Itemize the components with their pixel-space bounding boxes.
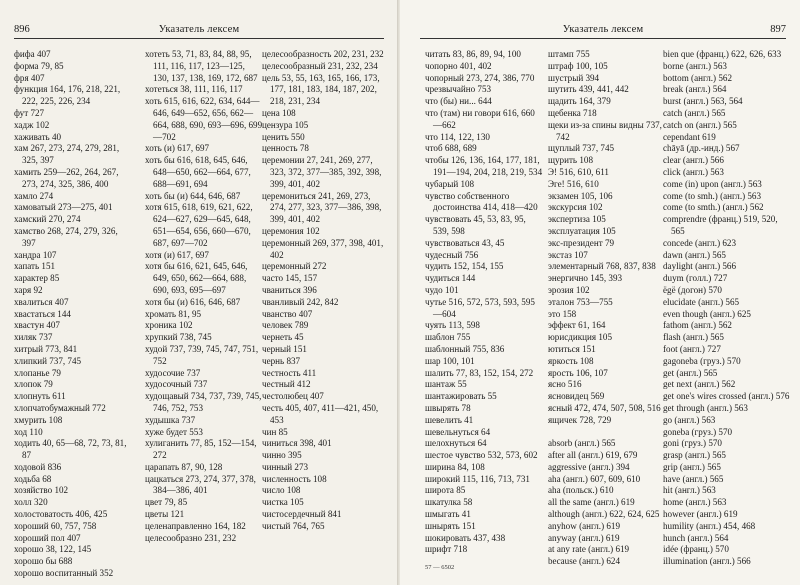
index-entry: чудесный 756 xyxy=(425,249,479,260)
index-entry: честный 412 xyxy=(262,379,311,390)
index-entry: all the same (англ.) 619 xyxy=(548,497,635,508)
left-index-column-2 xyxy=(145,49,263,544)
index-entry: фря 407 xyxy=(14,72,45,83)
index-entry: Эге! 516, 610 xyxy=(548,178,599,189)
index-entry: численность 108 xyxy=(262,473,327,484)
index-entry: цена 108 xyxy=(262,107,296,118)
index-entry: flash (англ.) 565 xyxy=(663,332,724,343)
left-page-number: 896 xyxy=(14,24,30,35)
index-entry: хорошо 38, 122, 145 xyxy=(14,544,92,555)
index-entry: экскурсия 102 xyxy=(548,202,603,213)
index-entry: целесообразность 202, 231, 232 xyxy=(262,49,384,59)
index-entry: чудиться 144 xyxy=(425,273,476,284)
index-entry: худышка 737 xyxy=(145,414,196,425)
index-entry: come (to smth.) (англ.) 562 xyxy=(663,202,764,213)
index-entry: чинный 273 xyxy=(262,461,309,472)
index-entry: честь 405, 407, 411—421, 450, 453 xyxy=(262,402,379,425)
right-page-number: 897 xyxy=(770,24,786,35)
index-entry: чинно 395 xyxy=(262,450,302,461)
index-entry: шелохнуться 64 xyxy=(425,438,487,449)
index-entry: хорошо бы 688 xyxy=(14,556,73,567)
index-entry: ютиться 151 xyxy=(548,343,596,354)
index-entry: foot (англ.) 727 xyxy=(663,343,721,354)
index-entry: чиниться 398, 401 xyxy=(262,438,332,449)
left-page-header xyxy=(14,24,384,39)
index-entry: goni (груз.) 570 xyxy=(663,438,722,449)
index-entry: широкий 115, 116, 713, 731 xyxy=(425,473,530,484)
index-entry: хотеться 38, 111, 116, 117 xyxy=(145,84,243,95)
index-entry: get (англ.) 565 xyxy=(663,367,718,378)
index-entry: after all (англ.) 619, 679 xyxy=(548,450,638,461)
index-entry: хмурить 108 xyxy=(14,414,63,425)
index-entry: bottom (англ.) 562 xyxy=(663,72,732,83)
index-entry: шантажировать 55 xyxy=(425,391,497,402)
index-entry: шаблон 755 xyxy=(425,332,471,343)
index-entry: эрозия 102 xyxy=(548,284,590,295)
index-entry: экзамен 105, 106 xyxy=(548,190,613,201)
index-entry: break (англ.) 564 xyxy=(663,84,727,95)
index-entry: elucidate (англ.) 565 xyxy=(663,296,740,307)
index-entry: чудо 101 xyxy=(425,284,459,295)
index-entry: целесообразно 231, 232 xyxy=(145,532,237,543)
index-entry: хамский 270, 274 xyxy=(14,214,81,225)
index-entry: щурить 108 xyxy=(548,155,593,166)
index-entry: чопорно 401, 402 xyxy=(425,60,492,71)
index-entry: чистосердечный 841 xyxy=(262,509,342,520)
index-entry: хлопнуть 611 xyxy=(14,391,66,402)
index-entry: ход 110 xyxy=(14,426,43,437)
index-entry: Э! 516, 610, 611 xyxy=(548,166,609,177)
index-entry: illumination (англ.) 566 xyxy=(663,556,751,567)
index-entry: go (англ.) 563 xyxy=(663,414,716,425)
index-entry: хромать 81, 95 xyxy=(145,308,202,319)
index-entry: хамло 274 xyxy=(14,190,54,201)
index-entry: even though (англ.) 625 xyxy=(663,308,751,319)
index-entry: aha (польск.) 610 xyxy=(548,485,614,496)
index-entry: экс-президент 79 xyxy=(548,237,615,248)
index-entry: чрезвычайно 753 xyxy=(425,84,492,95)
index-entry: юрисдикция 105 xyxy=(548,332,612,343)
index-entry: царапать 87, 90, 128 xyxy=(145,461,223,472)
index-entry: энергично 145, 393 xyxy=(548,273,623,284)
index-entry: худосочный 737 xyxy=(145,379,208,390)
index-entry: чуять 113, 598 xyxy=(425,320,480,331)
index-entry: честность 411 xyxy=(262,367,317,378)
index-entry: at any rate (англ.) 619 xyxy=(548,544,630,555)
index-entry: хапать 151 xyxy=(14,261,56,272)
index-entry: hunch (англ.) 564 xyxy=(663,532,729,543)
index-entry: шокировать 437, 438 xyxy=(425,532,506,543)
index-entry: gagoneba (груз.) 570 xyxy=(663,355,741,366)
index-entry: хоть (и) 617, 697 xyxy=(145,143,210,154)
index-entry: эксплуатация 105 xyxy=(548,225,616,236)
index-entry: ящичек 728, 729 xyxy=(548,414,612,425)
index-entry: хуже будет 553 xyxy=(145,426,203,437)
index-entry: aggressive (англ.) 394 xyxy=(548,461,630,472)
index-entry: чудить 152, 154, 155 xyxy=(425,261,504,272)
index-entry: get next (англ.) 562 xyxy=(663,379,736,390)
index-entry: шалить 77, 83, 152, 154, 272 xyxy=(425,367,534,378)
index-entry: число 108 xyxy=(262,485,301,496)
index-entry: хандра 107 xyxy=(14,249,57,260)
index-entry: хлопчатобумажный 772 xyxy=(14,402,106,413)
index-entry: хрупкий 738, 745 xyxy=(145,332,212,343)
index-entry: худой 737, 739, 745, 747, 751, 752 xyxy=(145,343,259,366)
index-entry: щеки из-за спины видны 737, 742 xyxy=(548,119,662,142)
index-entry: dawn (англ.) 565 xyxy=(663,249,726,260)
index-entry: что (там) ни говори 616, 660—662 xyxy=(425,107,535,130)
index-entry: хамить 259—262, 264, 267, 273, 274, 325, 386, 400 xyxy=(14,166,119,189)
index-entry: хулиганить 77, 85, 152—154, 272 xyxy=(145,438,257,461)
index-entry: ясновидец 569 xyxy=(548,391,605,402)
index-entry: ходьба 68 xyxy=(14,473,52,484)
index-entry: хвастун 407 xyxy=(14,320,60,331)
index-entry: часто 145, 157 xyxy=(262,273,318,284)
index-entry: шевельнуться 64 xyxy=(425,426,491,437)
index-entry: grip (англ.) 565 xyxy=(663,461,721,472)
index-entry: элементарный 768, 837, 838 xyxy=(548,261,656,272)
right-index-column-3 xyxy=(663,49,791,568)
index-entry: ëgë (догон) 570 xyxy=(663,284,722,295)
index-entry: хотя бы 616, 621, 645, 646, 649, 650, 662—664, 688, 690, 693, 695—697 xyxy=(145,261,248,295)
index-entry: хлипкий 737, 745 xyxy=(14,355,82,366)
index-entry: anyway (англ.) 619 xyxy=(548,532,620,543)
index-entry: чин 85 xyxy=(262,426,288,437)
index-entry: хроника 102 xyxy=(145,320,193,331)
index-entry: что 114, 122, 130 xyxy=(425,131,490,142)
right-index-column-2 xyxy=(548,49,666,568)
index-entry: швырять 78 xyxy=(425,402,471,413)
index-entry: целенаправленно 164, 182 xyxy=(145,520,246,531)
index-entry: хозяйство 102 xyxy=(14,485,69,496)
index-entry: черный 151 xyxy=(262,343,307,354)
left-index-column-3 xyxy=(262,49,384,533)
index-entry: худосочие 737 xyxy=(145,367,201,378)
index-entry: хамство 268, 274, 279, 326, 397 xyxy=(14,225,118,248)
index-entry: хам 267, 273, 274, 279, 281, 325, 397 xyxy=(14,143,120,166)
left-index-column-1 xyxy=(14,49,132,580)
index-entry: чернеть 45 xyxy=(262,332,304,343)
index-entry: холл 320 xyxy=(14,497,48,508)
index-entry: цвет 79, 85 xyxy=(145,497,188,508)
index-entry: borne (англ.) 563 xyxy=(663,60,727,71)
index-entry: щебенка 718 xyxy=(548,107,597,118)
index-entry: чувство собственного достоинства 414, 418—420 xyxy=(425,190,538,213)
index-entry: харя 92 xyxy=(14,284,43,295)
index-entry: cependant 619 xyxy=(663,131,716,142)
index-entry: шутить 439, 441, 442 xyxy=(548,84,629,95)
index-entry: хотя 615, 618, 619, 621, 622, 624—627, 629—645, 648, 651—654, 656, 660—670, 687, 697—702 xyxy=(145,202,253,248)
index-entry: шмыгать 41 xyxy=(425,509,471,520)
index-entry: burst (англ.) 563, 564 xyxy=(663,96,743,107)
index-entry: худощавый 734, 737, 739, 745, 746, 752, 753 xyxy=(145,391,262,413)
index-entry: chāyā (др.-инд.) 567 xyxy=(663,143,740,154)
right-running-head: Указатель лексем xyxy=(562,24,644,35)
index-entry: clear (англ.) 566 xyxy=(663,155,724,166)
index-entry: comprendre (франц.) 519, 520, 565 xyxy=(663,214,778,236)
index-entry: это 158 xyxy=(548,308,577,319)
index-entry: шестое чувство 532, 573, 602 xyxy=(425,450,538,461)
index-entry: ходовой 836 xyxy=(14,461,62,472)
index-entry: характер 85 xyxy=(14,273,60,284)
index-entry: daylight (англ.) 566 xyxy=(663,261,737,272)
index-entry: шкатулка 58 xyxy=(425,497,473,508)
right-page xyxy=(400,0,800,585)
index-entry: яркость 108 xyxy=(548,355,594,366)
index-entry: чтоб 688, 689 xyxy=(425,143,477,154)
index-entry: fathom (англ.) 562 xyxy=(663,320,732,331)
index-entry: что (бы) ни... 644 xyxy=(425,96,492,107)
index-entry: хаживать 40 xyxy=(14,131,62,142)
index-entry: goneba (груз.) 570 xyxy=(663,426,733,437)
index-entry: hit (англ.) 563 xyxy=(663,485,716,496)
index-entry: catch on (англ.) 565 xyxy=(663,119,737,130)
index-entry: хвастаться 144 xyxy=(14,308,71,319)
index-entry: home (англ.) 563 xyxy=(663,497,727,508)
index-entry: come (in) upon (англ.) 563 xyxy=(663,178,762,189)
index-entry: ценить 550 xyxy=(262,131,305,142)
index-entry: ясный 472, 474, 507, 508, 516 xyxy=(548,402,661,413)
index-entry: anyhow (англ.) 619 xyxy=(548,520,621,531)
index-entry: aha (англ.) 607, 609, 610 xyxy=(548,473,641,484)
index-entry: чванство 407 xyxy=(262,308,313,319)
index-entry xyxy=(548,427,666,439)
index-entry: функция 164, 176, 218, 221, 222, 225, 226, 234 xyxy=(14,84,121,107)
index-entry: штамп 755 xyxy=(548,49,590,59)
index-entry: цензура 105 xyxy=(262,119,309,130)
index-entry: grasp (англ.) 565 xyxy=(663,450,726,461)
left-running-head: Указатель лексем xyxy=(158,24,240,35)
index-entry: чванливый 242, 842 xyxy=(262,296,339,307)
index-entry: хитрый 773, 841 xyxy=(14,343,78,354)
index-entry: чувствовать 45, 53, 83, 95, 539, 598 xyxy=(425,214,526,236)
index-entry: церемония 102 xyxy=(262,225,320,236)
index-entry: шар 100, 101 xyxy=(425,355,475,366)
index-entry: церемониться 241, 269, 273, 274, 277, 323, 377—386, 398, 399, 401, 402 xyxy=(262,190,382,225)
index-entry: цветы 121 xyxy=(145,509,185,520)
index-entry: читать 83, 86, 89, 94, 100 xyxy=(425,49,521,59)
index-entry: шнырять 151 xyxy=(425,520,476,531)
index-entry: штраф 100, 105 xyxy=(548,60,608,71)
index-entry: хорошо воспитанный 352 xyxy=(14,568,114,579)
index-entry: idée (франц.) 570 xyxy=(663,544,729,555)
index-entry: ясно 516 xyxy=(548,379,582,390)
index-entry: хоть 615, 616, 622, 634, 644—646, 649—652, 656, 662—664, 688, 690, 693—696, 699—702 xyxy=(145,96,263,142)
index-entry: честолюбец 407 xyxy=(262,391,324,402)
index-entry: фифа 407 xyxy=(14,49,51,59)
index-entry: шантаж 55 xyxy=(425,379,467,390)
index-entry: click (англ.) 563 xyxy=(663,166,724,177)
left-page xyxy=(0,0,398,585)
index-entry: чваниться 396 xyxy=(262,284,317,295)
index-entry: шрифт 718 xyxy=(425,544,468,555)
index-entry: catch (англ.) 565 xyxy=(663,107,726,118)
index-entry: хиляк 737 xyxy=(14,332,53,343)
index-entry: чернь 837 xyxy=(262,355,301,366)
index-entry: хоть бы (и) 644, 646, 687 xyxy=(145,190,241,201)
index-entry: чтобы 126, 136, 164, 177, 181, 191—194, 204, 218, 219, 534 xyxy=(425,155,543,177)
index-entry: get through (англ.) 563 xyxy=(663,402,748,413)
index-entry: because (англ.) 624 xyxy=(548,556,621,567)
index-entry: absorb (англ.) 565 xyxy=(548,438,616,449)
index-entry: humility (англ.) 454, 468 xyxy=(663,520,756,531)
index-entry: although (англ.) 622, 624, 625 xyxy=(548,509,660,520)
index-entry: целесообразный 231, 232, 234 xyxy=(262,60,378,71)
index-entry: хамоватый 273—275, 401 xyxy=(14,202,113,213)
index-entry: форма 79, 85 xyxy=(14,60,64,71)
index-entry: хлопок 79 xyxy=(14,379,53,390)
printer-signature-mark: 57 — 6502 xyxy=(425,564,455,571)
index-entry: хвалиться 407 xyxy=(14,296,69,307)
index-entry: шаблонный 755, 836 xyxy=(425,343,505,354)
index-entry: хороший 60, 757, 758 xyxy=(14,520,97,531)
index-entry: get one's wires crossed (англ.) 576 xyxy=(663,391,790,402)
index-entry: ширина 84, 108 xyxy=(425,461,485,472)
index-entry: ценность 78 xyxy=(262,143,309,154)
index-entry: щуплый 737, 745 xyxy=(548,143,615,154)
index-entry: concede (англ.) 623 xyxy=(663,237,737,248)
index-entry: хотя (и) 617, 697 xyxy=(145,249,209,260)
index-entry: duym (голл.) 727 xyxy=(663,273,728,284)
index-entry: экстаз 107 xyxy=(548,249,588,260)
index-entry: шустрый 394 xyxy=(548,72,600,83)
index-entry: хороший пол 407 xyxy=(14,532,81,543)
index-entry: церемонный 272 xyxy=(262,261,327,272)
index-entry: чувствоваться 43, 45 xyxy=(425,237,505,248)
index-entry: чутье 516, 572, 573, 593, 595—604 xyxy=(425,296,535,319)
index-entry: ходить 40, 65—68, 72, 73, 81, 87 xyxy=(14,438,127,461)
index-entry: хлопанье 79 xyxy=(14,367,61,378)
index-entry: фут 727 xyxy=(14,107,45,118)
index-entry: шевелить 41 xyxy=(425,414,474,425)
index-entry: эталон 753—755 xyxy=(548,296,613,307)
index-entry: хоть бы 616, 618, 645, 646, 648—650, 662—664, 677, 688—691, 694 xyxy=(145,155,251,189)
index-entry: have (англ.) 565 xyxy=(663,473,724,484)
right-page-header xyxy=(420,24,786,39)
index-entry: цацкаться 273, 274, 377, 378, 384—386, 401 xyxy=(145,473,256,496)
index-entry: эффект 61, 164 xyxy=(548,320,606,331)
index-entry: церемонии 27, 241, 269, 277, 323, 372, 377—385, 392, 398, 399, 401, 402 xyxy=(262,155,382,189)
index-entry: хотеть 53, 71, 83, 84, 88, 95, 111, 116, 117, 123—125, 130, 137, 138, 169, 172, 687 xyxy=(145,49,258,83)
index-entry: широта 85 xyxy=(425,485,466,496)
right-index-column-1 xyxy=(425,49,543,556)
index-entry: чистый 764, 765 xyxy=(262,520,325,531)
index-entry: холостоватость 406, 425 xyxy=(14,509,108,520)
index-entry: come (to smh.) (англ.) 563 xyxy=(663,190,762,201)
index-entry: церемонный 269, 377, 398, 401, 402 xyxy=(262,237,384,260)
index-entry: цель 53, 55, 163, 165, 166, 173, 177, 181, 183, 184, 187, 202, 218, 231, 234 xyxy=(262,72,380,107)
index-entry: чубарый 108 xyxy=(425,178,475,189)
index-entry: bien que (франц.) 622, 626, 633 xyxy=(663,49,782,59)
index-entry: щадить 164, 379 xyxy=(548,96,611,107)
index-entry: хадж 102 xyxy=(14,119,50,130)
index-entry: however (англ.) 619 xyxy=(663,509,738,520)
index-entry: чопорный 273, 274, 386, 770 xyxy=(425,72,535,83)
index-entry: человек 789 xyxy=(262,320,309,331)
index-entry: чистка 105 xyxy=(262,497,304,508)
index-entry: хотя бы (и) 616, 646, 687 xyxy=(145,296,241,307)
index-entry: ярость 106, 107 xyxy=(548,367,608,378)
index-entry: экспертиза 105 xyxy=(548,214,606,225)
